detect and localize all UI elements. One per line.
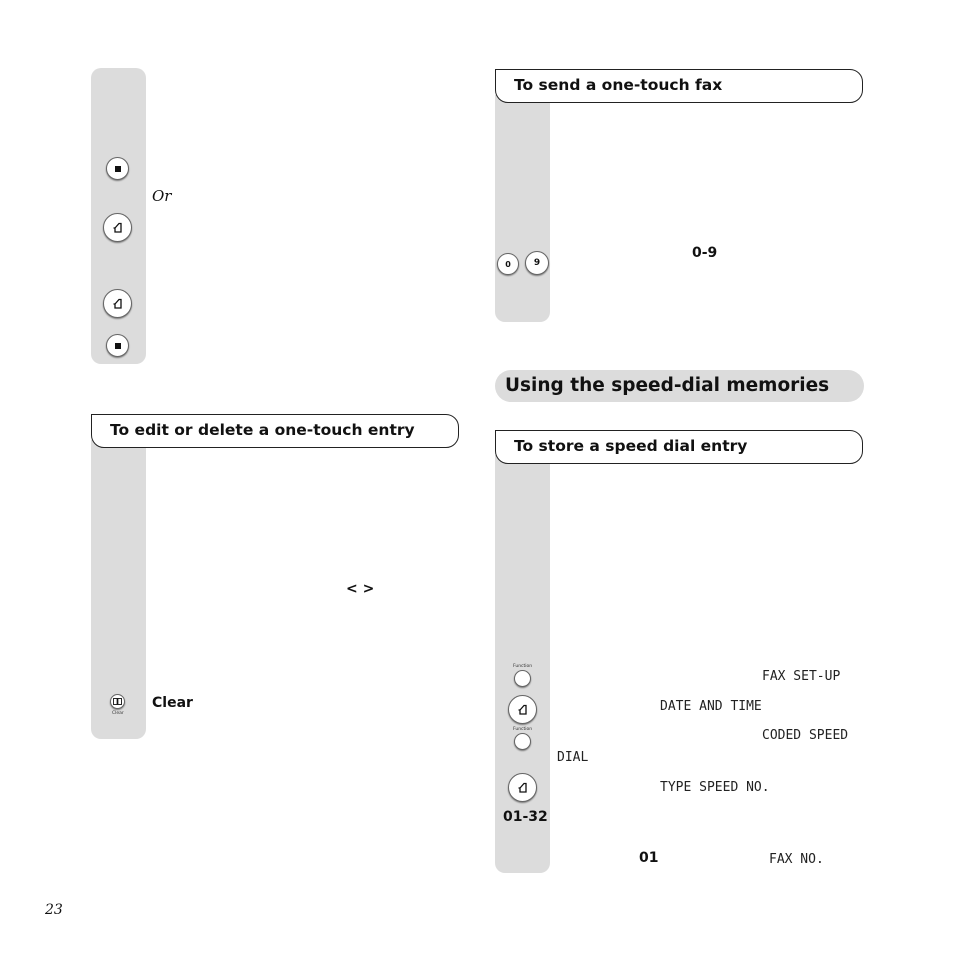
keypad-9-button[interactable] xyxy=(525,251,549,275)
callout-store-speed xyxy=(495,430,863,464)
section-title: To store a speed dial entry xyxy=(514,437,748,455)
function-button[interactable] xyxy=(514,670,531,687)
display-fax-setup: FAX SET-UP xyxy=(762,669,841,684)
sidebar-strip-send-fax xyxy=(495,95,550,322)
key-zero-label: 0 xyxy=(505,259,511,269)
document-start-icon xyxy=(112,221,124,234)
display-coded-speed: CODED SPEED xyxy=(762,728,849,743)
start-button[interactable] xyxy=(508,773,537,802)
display-fax-no: FAX NO. xyxy=(769,852,824,867)
keypad-0-button[interactable] xyxy=(497,253,519,275)
clear-button[interactable] xyxy=(110,694,125,709)
display-date-time: DATE AND TIME xyxy=(660,699,762,714)
section-title: To edit or delete a one-touch entry xyxy=(110,421,415,439)
callout-send-fax xyxy=(495,69,863,103)
speed-range-label: 01-32 xyxy=(503,809,548,825)
callout-edit-entry xyxy=(91,414,459,448)
function-button-caption: Function xyxy=(513,664,533,669)
start-button[interactable] xyxy=(103,289,132,318)
display-type-speed: TYPE SPEED NO. xyxy=(660,780,770,795)
start-button[interactable] xyxy=(508,695,537,724)
display-dial: DIAL xyxy=(557,750,589,765)
key-nine-label: 9 xyxy=(533,258,541,268)
function-button-caption: Function xyxy=(513,727,533,732)
clear-label: Clear xyxy=(152,695,193,711)
clear-button-caption: Clear xyxy=(112,711,124,716)
page-number: 23 xyxy=(45,902,63,918)
document-start-icon xyxy=(517,781,529,794)
document-start-icon xyxy=(112,297,124,310)
section-title: To send a one-touch fax xyxy=(514,76,723,94)
section-heading: Using the speed-dial memories xyxy=(505,375,830,396)
start-button[interactable] xyxy=(103,213,132,242)
example-number: 01 xyxy=(639,850,659,866)
digit-range-label: 0-9 xyxy=(692,245,718,261)
function-button[interactable] xyxy=(514,733,531,750)
stop-button[interactable] xyxy=(106,334,129,357)
document-start-icon xyxy=(517,703,529,716)
arrow-keys-label: < > xyxy=(346,581,375,597)
stop-icon xyxy=(115,166,121,172)
stop-icon xyxy=(115,343,121,349)
book-icon xyxy=(113,698,122,705)
stop-button[interactable] xyxy=(106,157,129,180)
or-text: Or xyxy=(152,187,172,205)
